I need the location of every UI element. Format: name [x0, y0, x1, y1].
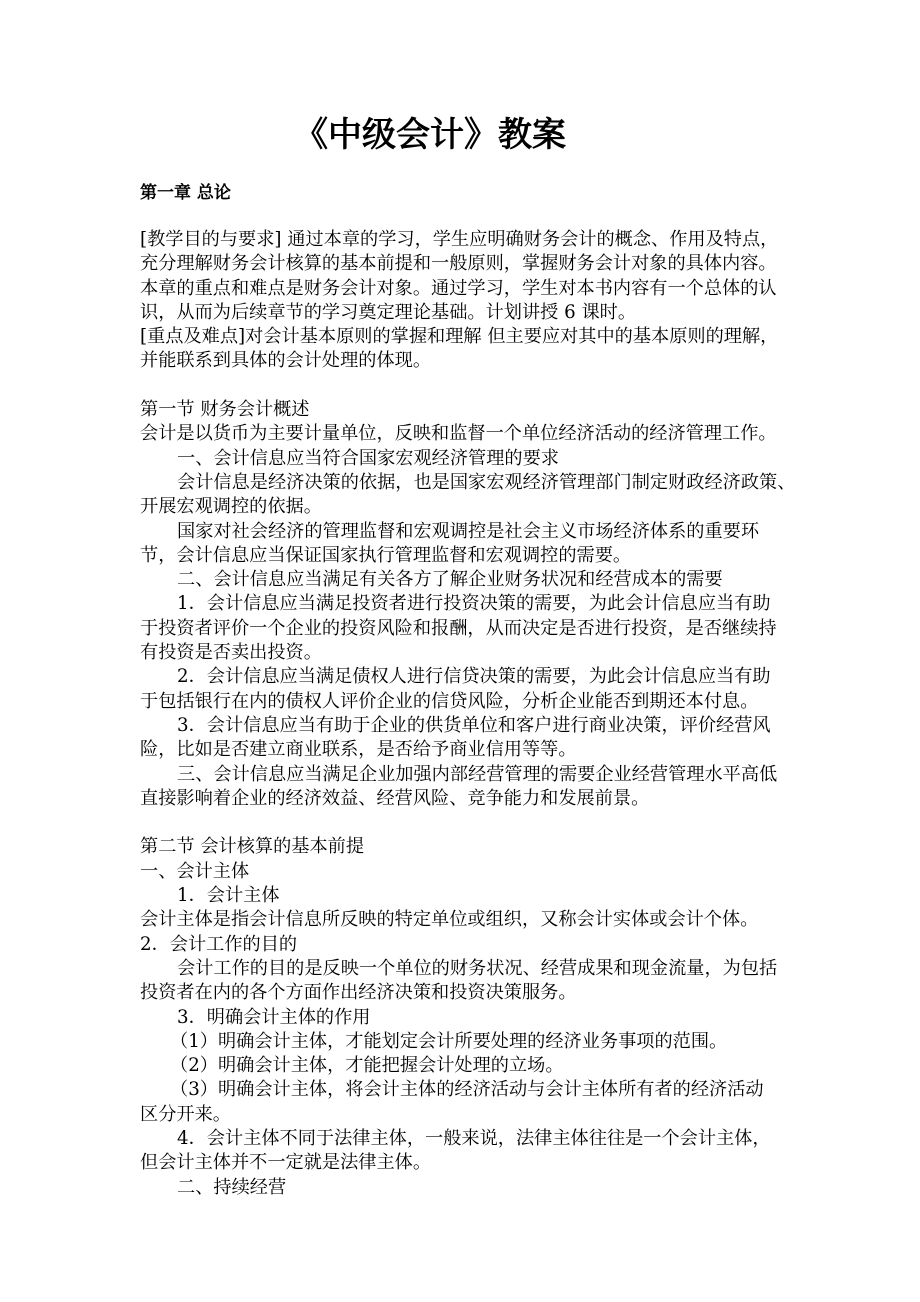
text-line: [教学目的与要求] 通过本章的学习，学生应明确财务会计的概念、作用及特点， — [140, 229, 779, 250]
text-line: 2．会计信息应当满足债权人进行信贷决策的需要，为此会计信息应当有助 — [177, 666, 771, 688]
document-body — [140, 228, 800, 1200]
text-line: 国家对社会经济的管理监督和宏观调控是社会主义市场经济体系的重要环 — [177, 520, 760, 542]
text-line: 充分理解财务会计核算的基本前提和一般原则，掌握财务会计对象的具体内容。 — [140, 253, 777, 275]
text-line: 险，比如是否建立商业联系，是否给予商业信用等等。 — [140, 739, 577, 761]
chapter-heading: 第一章 总论 — [140, 183, 231, 203]
text-line: 第二节 会计核算的基本前提 — [140, 836, 365, 858]
text-line: 直接影响着企业的经济效益、经营风险、竞争能力和发展前景。 — [140, 787, 650, 809]
text-line: 3．明确会计主体的作用 — [177, 1006, 371, 1028]
text-line: 一、会计信息应当符合国家宏观经济管理的要求 — [177, 447, 559, 469]
text-line: 1．会计信息应当满足投资者进行投资决策的需要，为此会计信息应当有助 — [177, 593, 771, 615]
text-line: 3．会计信息应当有助于企业的供货单位和客户进行商业决策，评价经营风 — [177, 714, 771, 736]
text-line: 于包括银行在内的债权人评价企业的信贷风险，分析企业能否到期还本付息。 — [140, 690, 759, 712]
text-line: [重点及难点]对会计基本原则的掌握和理解 但主要应对其中的基本原则的理解， — [140, 326, 779, 348]
text-line: 第一节 财务会计概述 — [140, 399, 310, 421]
text-line: 二、会计信息应当满足有关各方了解企业财务状况和经营成本的需要 — [177, 569, 723, 591]
text-line: 会计是以货币为主要计量单位，反映和监督一个单位经济活动的经济管理工作。 — [140, 423, 777, 445]
text-line: 但会计主体并不一定就是法律主体。 — [140, 1152, 432, 1174]
text-line: （2）明确会计主体，才能把握会计处理的立场。 — [170, 1055, 564, 1077]
text-line: 有投资是否卖出投资。 — [140, 642, 322, 664]
text-line: 2．会计工作的目的 — [140, 933, 298, 955]
text-line: 区分开来。 — [140, 1103, 231, 1125]
text-line: （1）明确会计主体，才能划定会计所要处理的经济业务事项的范围。 — [170, 1030, 728, 1052]
text-line: 开展宏观调控的依据。 — [140, 496, 322, 518]
text-line: 4．会计主体不同于法律主体，一般来说，法律主体往往是一个会计主体， — [177, 1127, 771, 1149]
text-line: 会计工作的目的是反映一个单位的财务状况、经营成果和现金流量，为包括 — [177, 957, 778, 979]
text-line: 于投资者评价一个企业的投资风险和报酬，从而决定是否进行投资，是否继续持 — [140, 617, 777, 639]
document-title: 《中级会计》教案 — [294, 115, 566, 155]
text-line: 会计主体是指会计信息所反映的特定单位或组织，又称会计实体或会计个体。 — [140, 909, 759, 931]
text-line: 并能联系到具体的会计处理的体现。 — [140, 350, 432, 372]
text-line: 三、会计信息应当满足企业加强内部经营管理的需要企业经营管理水平高低 — [177, 763, 778, 785]
blank-line — [140, 374, 800, 398]
text-line: 节，会计信息应当保证国家执行管理监督和宏观调控的需要。 — [140, 544, 632, 566]
text-line: 一、会计主体 — [140, 860, 250, 882]
text-line: 投资者在内的各个方面作出经济决策和投资决策服务。 — [140, 982, 577, 1004]
text-line: 识，从而为后续章节的学习奠定理论基础。计划讲授 6 课时。 — [140, 301, 637, 323]
text-line: 1．会计主体 — [177, 885, 280, 907]
text-line: 会计信息是经济决策的依据，也是国家宏观经济管理部门制定财政经济政策、 — [177, 471, 796, 493]
text-line: （3）明确会计主体，将会计主体的经济活动与会计主体所有者的经济活动 — [170, 1079, 764, 1101]
text-line: 二、持续经营 — [177, 1176, 287, 1198]
blank-line — [140, 811, 800, 835]
text-line: 本章的重点和难点是财务会计对象。通过学习，学生对本书内容有一个总体的认 — [140, 277, 777, 299]
